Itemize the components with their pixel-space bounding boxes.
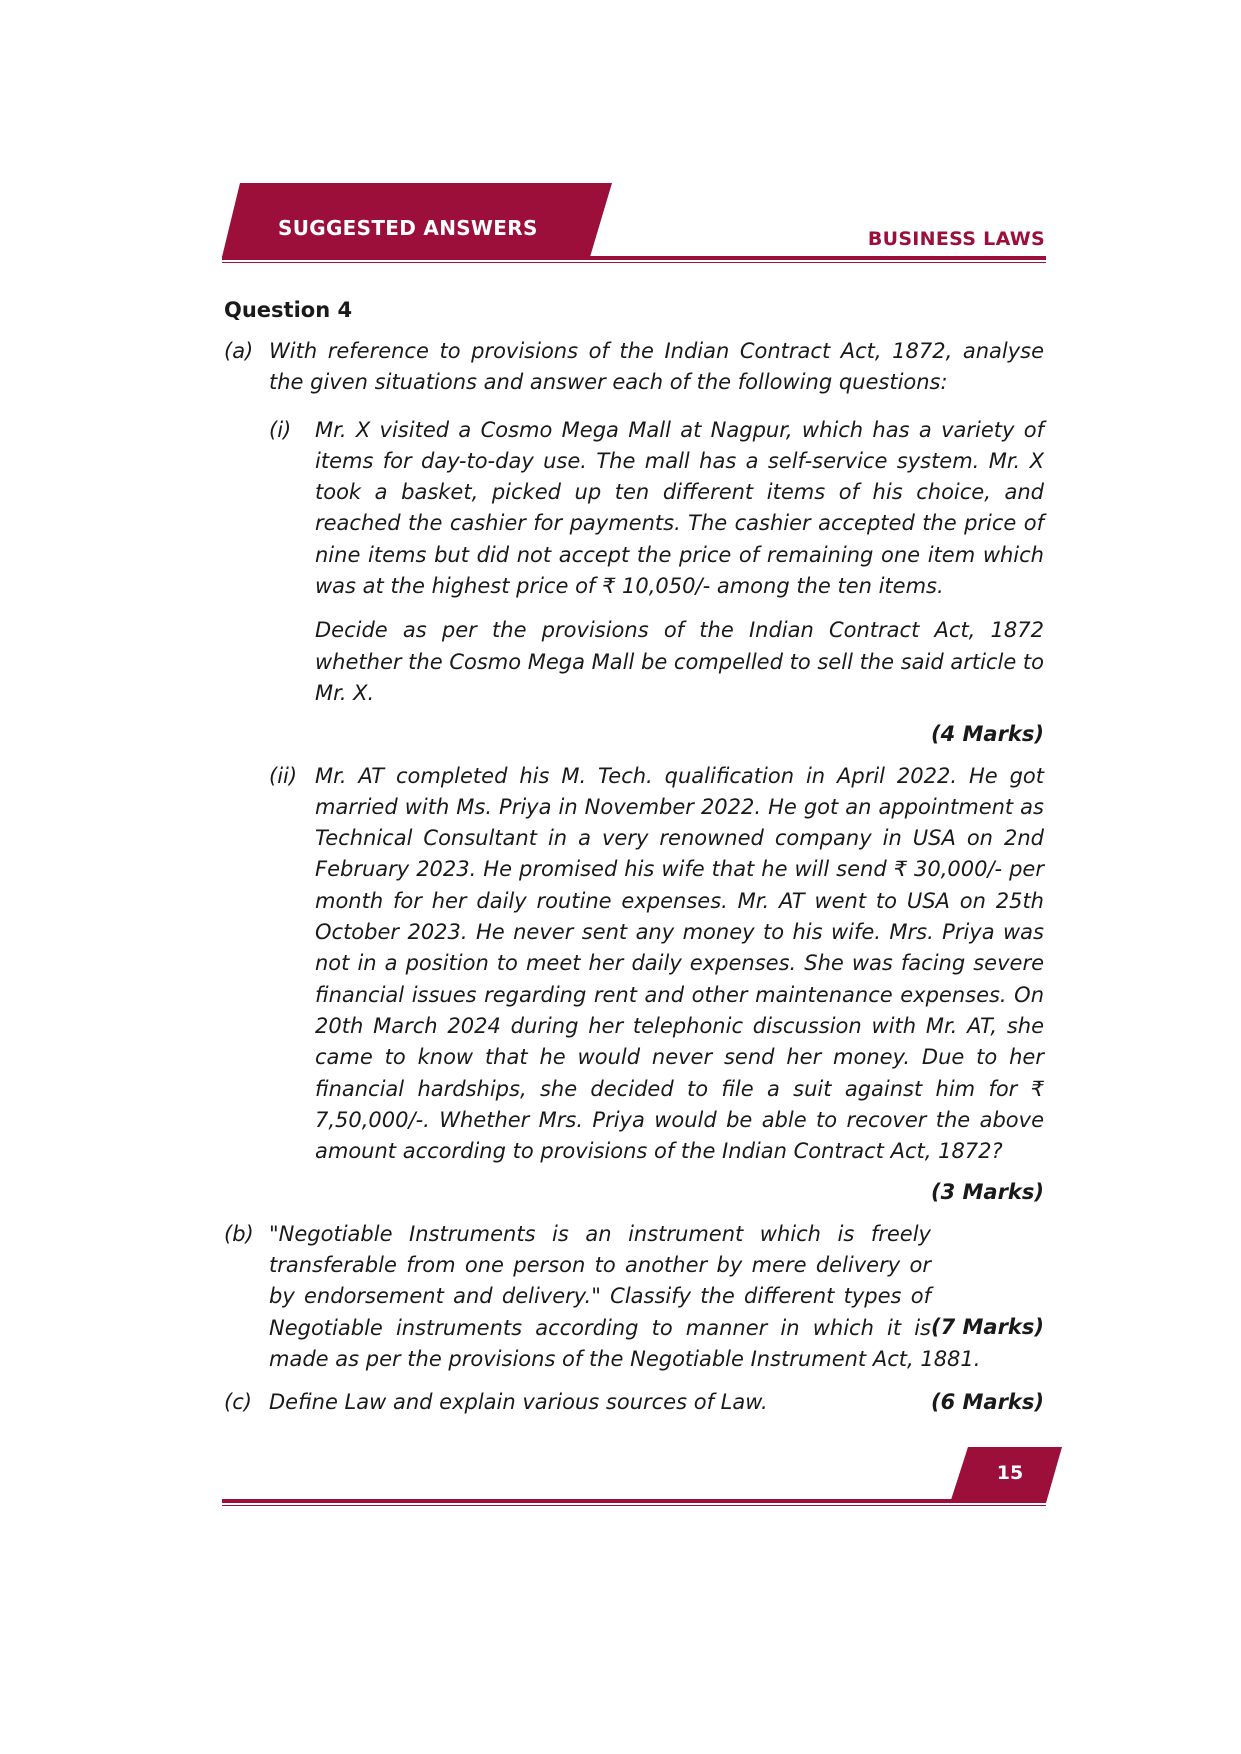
page-number: 15: [996, 1462, 1024, 1484]
part-a-i-marks: (4 Marks): [930, 722, 1044, 747]
question-part-a: [224, 336, 1044, 399]
header-rule: [222, 256, 1046, 260]
header-section-label: SUGGESTED ANSWERS: [278, 216, 538, 240]
part-a-i-text: Mr. X visited a Cosmo Mega Mall at Nagpur, which has a variety of items for day-to-day use. The mall has a self-service system. Mr. X took a basket, picked up ten different items of his choice, and reached the cashier for payments. The cashier accepted the price of nine items but did not accept the price of remaining one item which was at the highest price of ₹ 10,050/- among the ten items.: [315, 417, 1044, 599]
part-c-paragraph: [269, 1387, 1044, 1418]
header-subject-label: BUSINESS LAWS: [867, 228, 1045, 250]
footer-rule-thin: [222, 1505, 1046, 1506]
part-a-text: With reference to provisions of the Indian Contract Act, 1872, analyse the given situations and answer each of the following questions:: [269, 339, 1044, 395]
part-b-text: "Negotiable Instruments is an instrument which is freely transferable from one person to another by mere delivery or by endorsement and delivery." Classify the different types of Negotiable instruments according to manner in which it is made as per the provisions of the Negotiable Instrument Act, 1881.: [269, 1221, 981, 1371]
part-a-ii-label: (ii): [269, 763, 298, 788]
part-a-label: (a): [224, 339, 254, 363]
part-a-ii-text: Mr. AT completed his M. Tech. qualification in April 2022. He got married with Ms. Priya in November 2022. He got an appointment as Technical Consultant in a very renowned company in USA on 2nd February 2023. He promised his wife that he will send ₹ 30,000/- per month for her daily routine expenses. Mr. AT went to USA on 25th October 2023. He never sent any money to his wife. Mrs. Priya was not in a position to meet her daily expenses. She was facing severe financial issues regarding rent and other maintenance expenses. On 20th March 2024 during her telephonic discussion with Mr. AT, she came to know that he would never send her money. Due to her financial hardships, she decided to file a suit against him for ₹ 7,50,000/-. Whether Mrs. Priya would be able to recover the above amount according to provisions of the Indian Contract Act, 1872?: [315, 763, 1044, 1164]
part-c-label: (c): [224, 1390, 252, 1415]
header-rule-thin: [222, 262, 1046, 263]
question-part-c: [224, 1387, 1044, 1418]
part-a-i-text-2: Decide as per the provisions of the Indian Contract Act, 1872 whether the Cosmo Mega Mall be compelled to sell the said article to Mr. X.: [315, 618, 1044, 705]
question-title: Question 4: [224, 298, 353, 322]
question-part-a-i: [269, 415, 1044, 710]
part-a-ii-marks: (3 Marks): [930, 1180, 1044, 1205]
part-c-marks: (6 Marks): [930, 1390, 1044, 1415]
part-b-label: (b): [224, 1221, 254, 1246]
question-part-b: [224, 1219, 1044, 1375]
part-c-text: Define Law and explain various sources of Law.: [269, 1390, 768, 1415]
footer-rule: [222, 1499, 1046, 1503]
part-b-paragraph: [269, 1219, 1044, 1375]
part-b-marks: (7 Marks): [930, 1314, 1044, 1339]
part-a-i-label: (i): [269, 417, 292, 442]
question-part-a-ii: [269, 761, 1044, 1168]
question-content: [224, 298, 1044, 1429]
